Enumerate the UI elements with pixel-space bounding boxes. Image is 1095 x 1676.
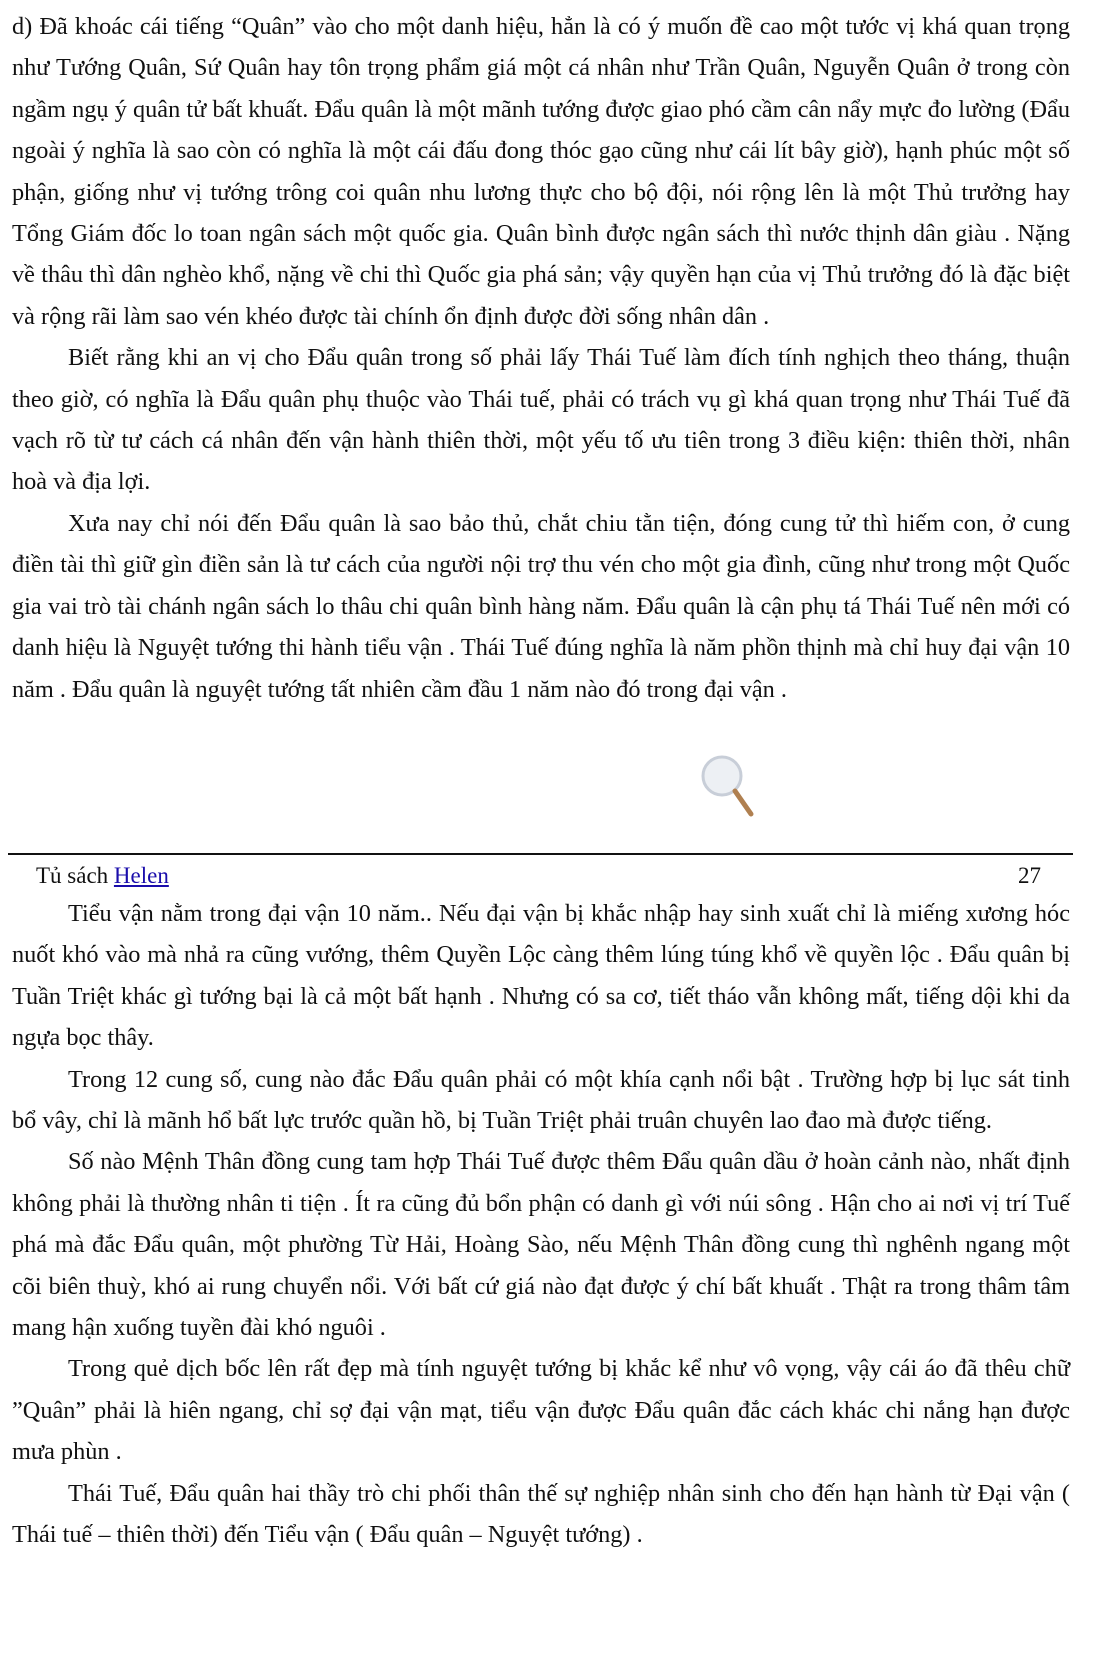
paragraph: Biết rằng khi an vị cho Đẩu quân trong số phải lấy Thái Tuế làm đích tính nghịch theo tháng, thuận theo giờ, có nghĩa là Đẩu quân phụ thuộc vào Thái tuế, phải có trách vụ gì khá quan trọng như Thái Tuế đã vạch rõ từ tư cách cá nhân đến vận hành thiên thời, một yếu tố ưu tiên trong 3 điều kiện: thiên thời, nhân hoà và địa lợi. xyxy=(12,344,1070,496)
paragraph: Trong 12 cung số, cung nào đắc Đẩu quân phải có một khía cạnh nổi bật . Trường hợp bị lục sát tinh bổ vây, chỉ là mãnh hổ bất lực trước quần hồ, bị Tuần Triệt phải truân chuyên lao đao mà được tiếng. xyxy=(12,1065,1070,1135)
paragraph: Thái Tuế, Đẩu quân hai thầy trò chi phối thân thế sự nghiệp nhân sinh cho đến hạn hành từ Đại vận ( Thái tuế – thiên thời) đến Tiểu vận ( Đẩu quân – Nguyệt tướng) . xyxy=(12,1479,1070,1549)
page-body-bottom xyxy=(12,893,1070,1556)
page-footer xyxy=(36,858,1041,894)
footer-title xyxy=(36,858,169,894)
paragraph: d) Đã khoác cái tiếng “Quân” vào cho một danh hiệu, hẳn là có ý muốn đề cao một tước vị khá quan trọng như Tướng Quân, Sứ Quân hay tôn trọng phẩm giá một cá nhân như Trần Quân, Nguyễn Quân ở trong còn ngầm ngụ ý quân tử bất khuất. Đẩu quân là một mãnh tướng được giao phó cầm cân nẩy mực đo lường (Đẩu ngoài ý nghĩa là sao còn có nghĩa là một cái đấu đong thóc gạo cũng như cái lít bây giờ), hạnh phúc một số phận, giống như vị tướng trông coi quân nhu lương thực cho bộ đội, nói rộng lên là một Thủ trưởng hay Tổng Giám đốc lo toan ngân sách một quốc gia. Quân bình được ngân sách thì nước thịnh dân giàu . Nặng về thâu thì dân nghèo khổ, nặng về chi thì Quốc gia phá sản; vậy quyền hạn của vị Thủ trưởng đó là đặc biệt và rộng rãi làm sao vén khéo được tài chính ổn định được đời sống nhân dân . xyxy=(12,13,1070,330)
page-body-top xyxy=(12,6,1070,710)
magnifier-icon[interactable] xyxy=(698,752,756,820)
page-number: 27 xyxy=(1018,863,1041,888)
paragraph: Trong quẻ dịch bốc lên rất đẹp mà tính nguyệt tướng bị khắc kể như vô vọng, vậy cái áo đã thêu chữ ”Quân” phải là hiên ngang, chỉ sợ đại vận mạt, tiểu vận được Đẩu quân đắc cách khác chi nắng hạn được mưa phùn . xyxy=(12,1355,1070,1466)
footer-link[interactable]: Helen xyxy=(113,863,169,888)
magnifier-handle xyxy=(735,791,751,814)
paragraph: Xưa nay chỉ nói đến Đẩu quân là sao bảo thủ, chắt chiu tằn tiện, đóng cung tử thì hiếm con, ở cung điền tài thì giữ gìn điền sản là tư cách của người nội trợ thu vén cho một gia đình, cũng như trong một Quốc gia vai trò tài chánh ngân sách lo thâu chi quân bình hàng năm. Đẩu quân là cận phụ tá Thái Tuế nên mới có danh hiệu là Nguyệt tướng thi hành tiểu vận . Thái Tuế đúng nghĩa là năm phồn thịnh mà chỉ huy đại vận 10 năm . Đẩu quân là nguyệt tướng tất nhiên cầm đầu 1 năm nào đó trong đại vận . xyxy=(12,509,1070,703)
page-divider xyxy=(8,853,1073,855)
footer-prefix: Tủ sách xyxy=(36,863,114,888)
paragraph: Tiểu vận nằm trong đại vận 10 năm.. Nếu đại vận bị khắc nhập hay sinh xuất chỉ là miếng xương hóc nuốt khó vào mà nhả ra cũng vướng, thêm Quyền Lộc càng thêm lúng túng khổ về quyền lộc . Đẩu quân bị Tuần Triệt khác gì tướng bại là cả một bất hạnh . Nhưng có sa cơ, tiết tháo vẫn không mất, tiếng dội khi da ngựa bọc thây. xyxy=(12,900,1070,1052)
paragraph: Số nào Mệnh Thân đồng cung tam hợp Thái Tuế được thêm Đẩu quân dầu ở hoàn cảnh nào, nhất định không phải là thường nhân ti tiện . Ít ra cũng đủ bổn phận có danh gì với núi sông . Hận cho ai nơi vị trí Tuế phá mà đắc Đẩu quân, một phường Từ Hải, Hoàng Sào, nếu Mệnh Thân đồng cung thì nghênh ngang một cõi biên thuỳ, khó ai rung chuyển nổi. Với bất cứ giá nào đạt được ý chí bất khuất . Thật ra trong thâm tâm mang hận xuống tuyền đài khó nguôi . xyxy=(12,1148,1070,1342)
